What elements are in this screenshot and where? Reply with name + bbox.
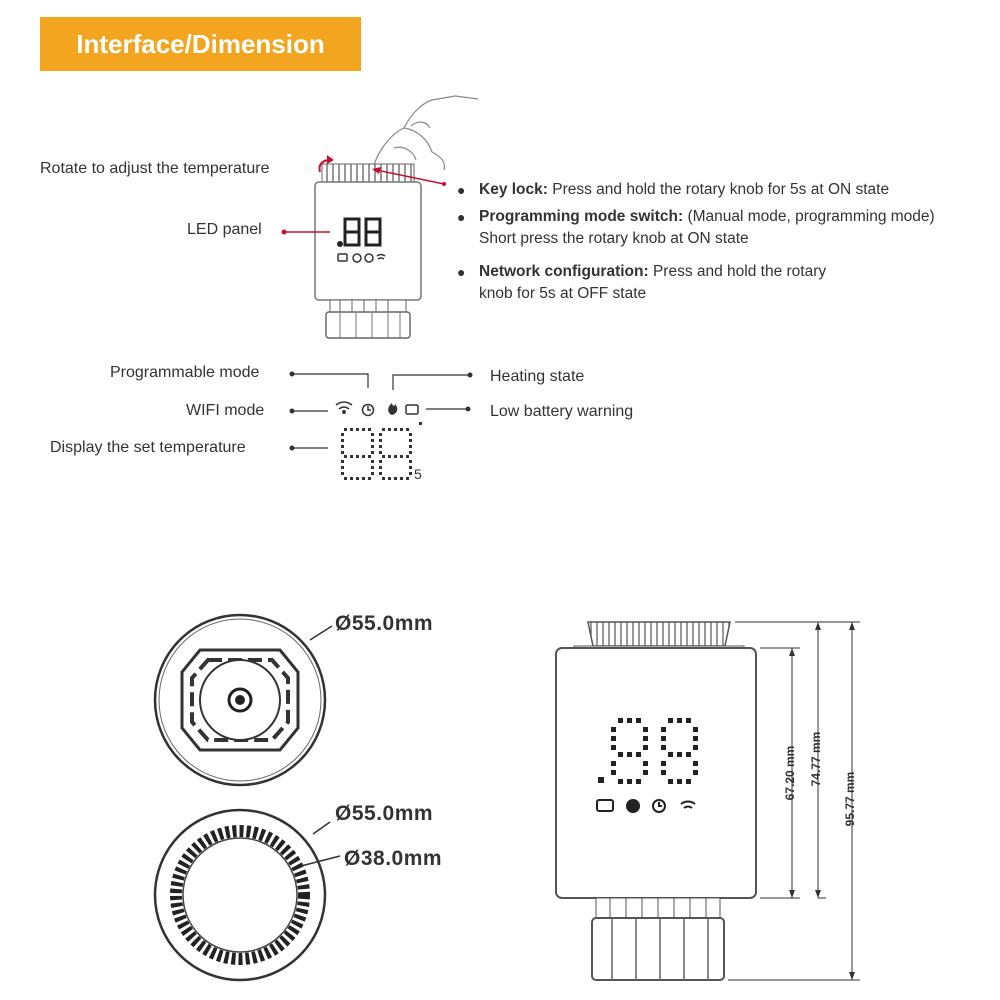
label-programmable-mode: Programmable mode bbox=[110, 364, 260, 381]
rotate-callout: Rotate to adjust the temperature bbox=[40, 160, 270, 177]
feature-title: Network configuration: bbox=[479, 263, 649, 280]
dim-total-height: 95.77 mm bbox=[843, 771, 857, 827]
dim-body-height: 67.20 mm bbox=[783, 745, 797, 801]
bullet: ● bbox=[457, 264, 466, 280]
header-banner: Interface/Dimension bbox=[40, 17, 361, 71]
rotary-knob bbox=[322, 164, 414, 182]
feature-title: Key lock: bbox=[479, 181, 548, 198]
feature-text-2: knob for 5s at OFF state bbox=[479, 285, 647, 302]
top-view-circle bbox=[155, 615, 332, 785]
bottom-view-circle bbox=[155, 810, 340, 980]
dim-top-diameter: Ø55.0mm bbox=[335, 612, 434, 635]
feature-title: Programming mode switch: bbox=[479, 208, 684, 225]
bullet: ● bbox=[457, 209, 466, 225]
label-set-temperature: Display the set temperature bbox=[50, 439, 246, 456]
feature-text: Press and hold the rotary knob for 5s at ON state bbox=[552, 181, 890, 198]
battery-icon bbox=[406, 405, 418, 414]
dim-body-knob-height: 74.77 mm bbox=[809, 731, 823, 787]
hand-icon bbox=[373, 96, 478, 170]
wifi-icon bbox=[336, 402, 352, 413]
thermostat-small bbox=[282, 96, 479, 338]
led-panel-callout: LED panel bbox=[187, 221, 262, 238]
label-heating-state: Heating state bbox=[490, 368, 585, 385]
label-wifi-mode: WIFI mode bbox=[186, 402, 265, 419]
bullet: ● bbox=[457, 182, 466, 198]
feature-text-2: Short press the rotary knob at ON state bbox=[479, 230, 749, 247]
thermostat-large bbox=[556, 622, 860, 980]
mount-nut bbox=[326, 312, 410, 338]
feature-key-lock bbox=[457, 179, 889, 201]
feature-programming-mode bbox=[457, 206, 935, 250]
clock-icon bbox=[363, 405, 374, 416]
device-body bbox=[315, 182, 421, 300]
dim-bottom-inner-diameter: Ø38.0mm bbox=[344, 847, 443, 870]
large-knob bbox=[588, 622, 730, 646]
feature-text: (Manual mode, programming mode) bbox=[687, 208, 935, 225]
dim-bottom-outer-diameter: Ø55.0mm bbox=[335, 802, 434, 825]
flame-icon bbox=[388, 403, 397, 415]
large-body bbox=[556, 648, 756, 898]
legend-suffix: 5 bbox=[414, 466, 422, 482]
feature-network-config bbox=[457, 261, 826, 305]
label-low-battery: Low battery warning bbox=[490, 403, 634, 420]
feature-text: Press and hold the rotary bbox=[652, 263, 827, 280]
